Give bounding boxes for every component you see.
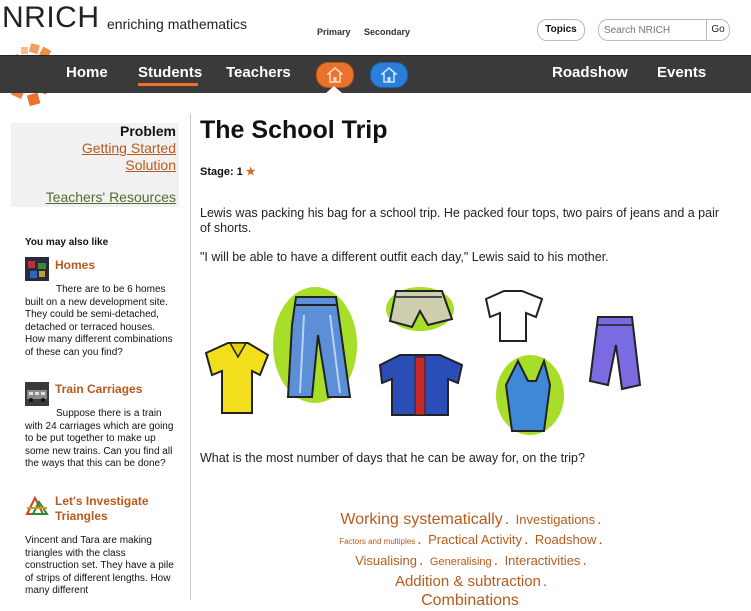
also-like-heading: You may also like (25, 237, 109, 248)
search-go-button[interactable]: Go (706, 20, 729, 40)
search-input[interactable] (604, 20, 704, 40)
tag-working-systematically[interactable]: Working systematically (340, 511, 503, 528)
topic-tags: Working systematically . Investigations . Factors and multiples . Practical Activity . Roadshow . Visualising . Generalising . Interactivities . Addition & subtraction . Combinations (339, 511, 603, 609)
blue-vest-icon (496, 355, 564, 435)
nav-teachers[interactable]: Teachers (226, 64, 291, 81)
tag-practical-activity[interactable]: Practical Activity (428, 532, 523, 547)
house-icon (381, 67, 397, 83)
homes-icon[interactable] (25, 257, 49, 281)
site-logo[interactable]: NRICH (2, 1, 100, 34)
nav-active-underline (138, 83, 198, 86)
clothes-illustration (200, 285, 650, 440)
tag-generalising[interactable]: Generalising (429, 556, 492, 568)
buttoned-shirt-icon (380, 355, 462, 415)
nav-roadshow[interactable]: Roadshow (552, 64, 628, 81)
problem-question: What is the most number of days that he can be away for, on the trip? (200, 451, 585, 465)
menu-teachers-resources[interactable]: Teachers' Resources (45, 189, 176, 205)
purple-trousers-icon (590, 317, 640, 389)
related-title-train-carriages[interactable]: Train Carriages (55, 382, 143, 396)
site-tagline: enriching mathematics (107, 16, 248, 32)
nav-pointer (326, 86, 342, 93)
sidebar-divider (190, 113, 191, 600)
yellow-shirt-icon (206, 343, 268, 413)
train-icon[interactable] (25, 382, 49, 406)
related-title-homes[interactable]: Homes (55, 258, 96, 272)
page-title: The School Trip (200, 116, 388, 144)
menu-getting-started[interactable]: Getting Started (81, 140, 176, 156)
related-desc-homes: There are to be 6 homes built on a new development site. They could be semi-detached, detached or terraced houses. How many different combinations of these can you find? (25, 284, 173, 358)
tag-investigations[interactable]: Investigations (515, 512, 596, 527)
tag-interactivities[interactable]: Interactivities (504, 553, 581, 568)
problem-paragraph-1: Lewis was packing his bag for a school trip. He packed four tops, two pairs of jeans and a pair of shorts. (200, 206, 720, 235)
tag-roadshow[interactable]: Roadshow (534, 532, 597, 547)
shorts-icon (386, 287, 454, 331)
problem-paragraph-2: "I will be able to have a different outfit each day," Lewis said to his mother. (200, 250, 609, 264)
search-box (598, 19, 730, 41)
tag-combinations[interactable]: Combinations (421, 592, 519, 609)
tag-addition-subtraction[interactable]: Addition & subtraction (394, 573, 541, 590)
problem-menu (11, 123, 179, 207)
triangles-icon[interactable] (25, 494, 49, 518)
flared-jeans-icon (273, 287, 357, 403)
menu-solution[interactable]: Solution (125, 157, 176, 173)
related-desc-triangles: Vincent and Tara are making triangles with the class construction set. They have a pile of strips of different lengths. How many different (25, 535, 174, 596)
nav-home[interactable]: Home (66, 64, 108, 81)
nav-events[interactable]: Events (657, 64, 707, 81)
secondary-label: Secondary (364, 27, 411, 37)
stage-text: Stage: 1 (200, 166, 243, 178)
nav-students[interactable]: Students (138, 64, 203, 81)
secondary-home-button[interactable] (370, 62, 408, 88)
primary-home-button[interactable] (316, 62, 354, 88)
white-tshirt-icon (486, 291, 542, 341)
tag-factors-and-multiples[interactable]: Factors and multiples (339, 537, 416, 546)
topics-button[interactable]: Topics (537, 19, 585, 41)
related-title-triangles[interactable]: Let's Investigate Triangles (55, 494, 149, 523)
star-icon: ★ (245, 166, 256, 178)
related-desc-train-carriages: Suppose there is a train with 24 carriages which are going to be put together to make up some new trains. Can you find all the ways that this can be done? (25, 408, 174, 469)
primary-label: Primary (317, 27, 351, 37)
house-icon (327, 67, 343, 83)
menu-problem[interactable]: Problem (119, 123, 176, 139)
tag-visualising[interactable]: Visualising (355, 553, 418, 568)
stage-label (200, 165, 256, 178)
